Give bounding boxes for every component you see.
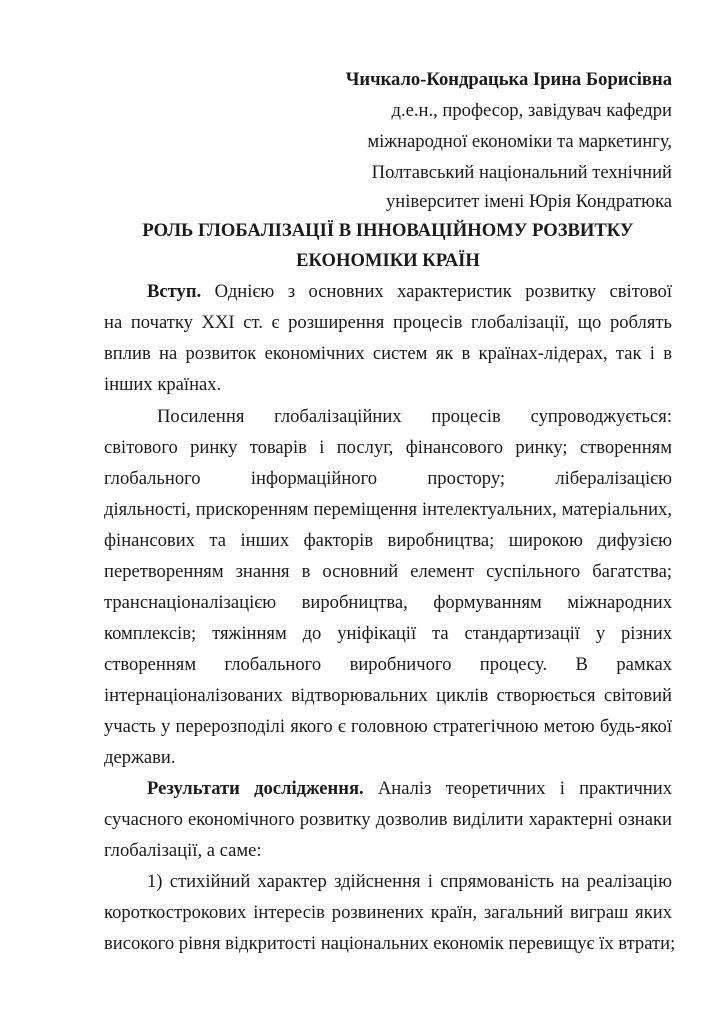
intro-lead: Вступ. xyxy=(147,281,202,302)
document-page xyxy=(104,64,676,959)
author-affiliation-line: д.е.н., професор, завідувач кафедри xyxy=(391,100,672,121)
paragraph-line xyxy=(104,773,672,804)
paragraph-line: глобалізації, а саме: xyxy=(104,840,262,861)
intro-text: Однією з основних характеристик розвитку світової xyxy=(214,281,672,302)
intro-paragraph xyxy=(104,276,672,400)
paragraph-line: глобального інформаційного простору; лібералізацією xyxy=(104,468,672,489)
paragraph-globalization-processes xyxy=(104,401,672,773)
paragraph-line: на початку XXI ст. є розширення процесів глобалізації, що роблять xyxy=(104,312,672,333)
paragraph-line: короткострокових інтересів розвинених країн, загальний виграш яких xyxy=(104,902,672,923)
paragraph-line: створенням глобального виробничого процесу. В рамках xyxy=(104,654,672,675)
paragraph-line: фінансових та інших факторів виробництва; широкою дифузією xyxy=(104,530,672,551)
paragraph-line: інтернаціоналізованих відтворювальних циклів створюється світовий xyxy=(104,685,672,706)
article-title-line: РОЛЬ ГЛОБАЛІЗАЦІЇ В ІННОВАЦІЙНОМУ РОЗВИТКУ xyxy=(142,220,634,241)
author-name xyxy=(104,64,672,95)
paragraph-line: держави. xyxy=(104,747,176,768)
article-title-line: ЕКОНОМІКИ КРАЇН xyxy=(296,250,480,271)
paragraph-line xyxy=(104,276,672,307)
results-text: Аналіз теоретичних і практичних xyxy=(377,778,672,799)
results-paragraph xyxy=(104,773,672,866)
paragraph-line: високого рівня відкритості національних економік перевищує їх втрати; xyxy=(104,933,676,954)
author-affiliation-line: міжнародної економіки та маркетингу, xyxy=(367,131,672,152)
paragraph-line: комплексів; тяжінням до уніфікації та стандартизації у різних xyxy=(104,623,672,644)
paragraph-line: 1) стихійний характер здійснення і спрямованість на реалізацію xyxy=(147,871,672,892)
paragraph-line: Посилення глобалізаційних процесів супроводжується: xyxy=(157,406,672,427)
paragraph-line: інших країнах. xyxy=(104,374,222,395)
paragraph-line: транснаціоналізацією виробництва, формуванням міжнародних xyxy=(104,592,672,613)
list-item-1 xyxy=(104,866,676,959)
paragraph-line: участь у перерозподілі якого є головною стратегічною метою будь-якої xyxy=(104,716,672,737)
results-lead: Результати дослідження. xyxy=(147,778,364,799)
paragraph-line: світового ринку товарів і послуг, фінансового ринку; створенням xyxy=(104,437,672,458)
author-affiliation-line: університет імені Юрія Кондратюка xyxy=(386,191,672,212)
paragraph-line: сучасного економічного розвитку дозволив виділити характерні ознаки xyxy=(104,809,672,830)
author-name-text: Чичкало-Кондрацька Ірина Борисівна xyxy=(345,69,672,90)
author-affiliation-line: Полтавський національний технічний xyxy=(371,162,672,183)
paragraph-line: перетворенням знання в основний елемент суспільного багатства; xyxy=(104,561,672,582)
paragraph-line: діяльності, прискоренням переміщення інтелектуальних, матеріальних, xyxy=(104,499,672,520)
paragraph-line: вплив на розвиток економічних систем як в країнах-лідерах, так і в xyxy=(104,343,672,364)
